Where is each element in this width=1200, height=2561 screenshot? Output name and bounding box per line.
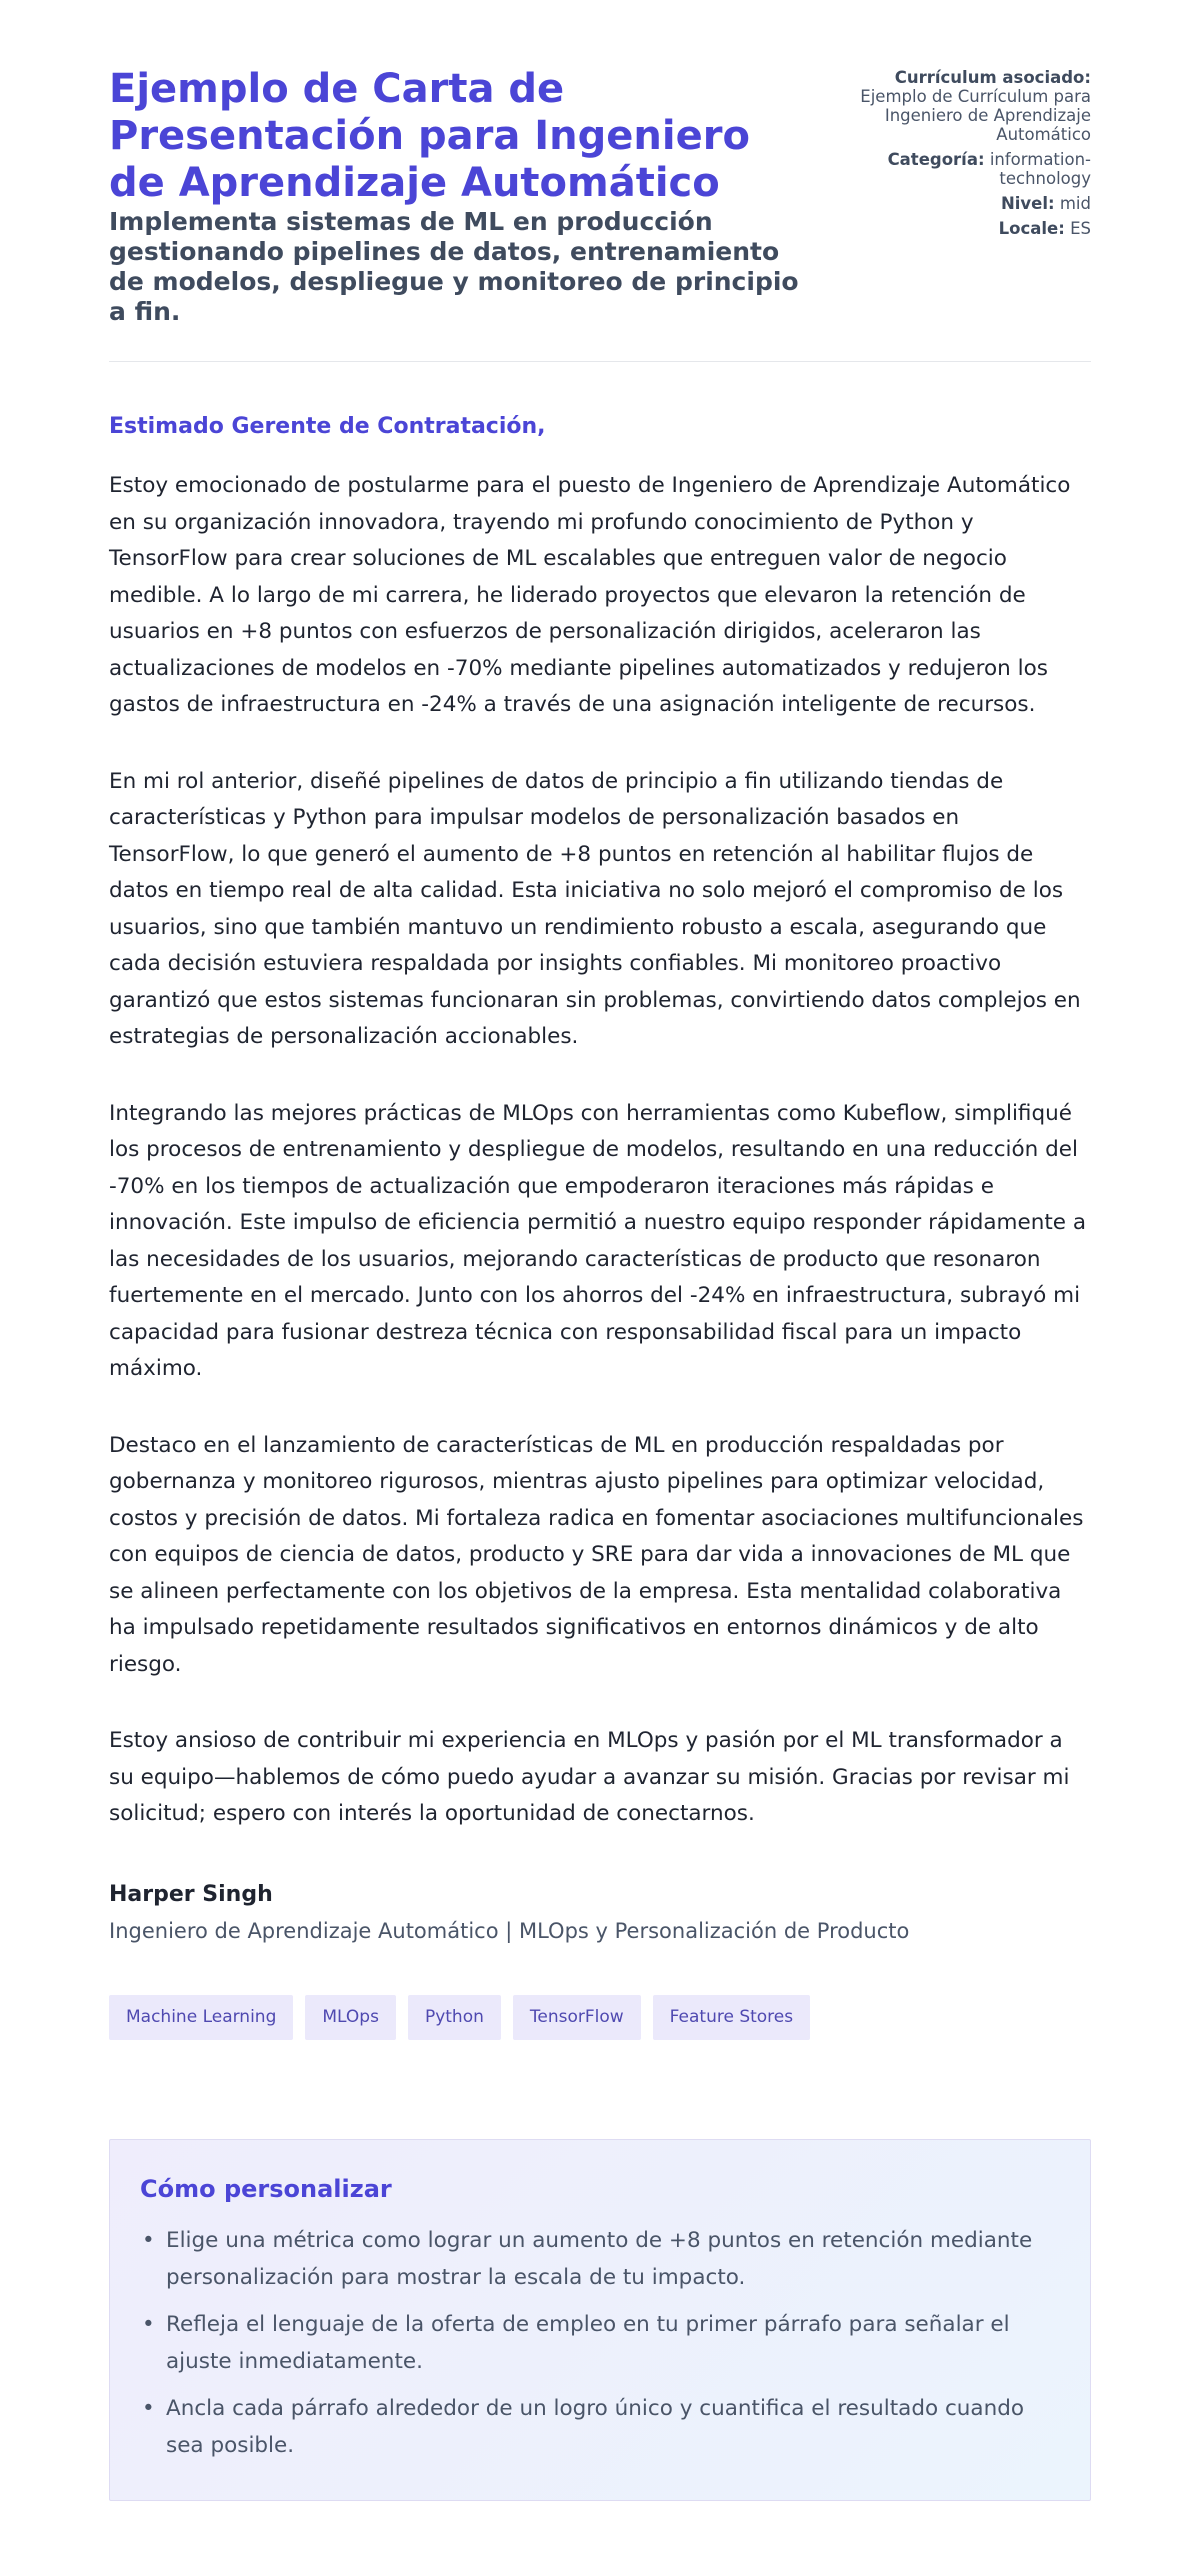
tips-list [140,2222,1060,2464]
bullet-icon: • [142,2395,155,2421]
tip-text: Refleja el lenguaje de la oferta de empleo en tu primer párrafo para señalar el ajuste inmediatamente. [166,2311,1010,2374]
meta-locale [821,219,1091,238]
letter-paragraph: En mi rol anterior, diseñé pipelines de datos de principio a fin utilizando tiendas de características y Python para impulsar modelos de personalización basados en TensorFlow, lo que generó el aumento de +8 puntos en retención al habilitar flujos de datos en tiempo real de alta calidad. Esta iniciativa no solo mejoró el compromiso de los usuarios, sino que también mantuvo un rendimiento robusto a escala, asegurando que cada decisión estuviera respaldada por insights confiables. Mi monitoreo proactivo garantizó que estos sistemas funcionaran sin problemas, convirtiendo datos complejos en estrategias de personalización accionables. [109,768,1081,1049]
tip-item [140,2306,1060,2380]
skill-tag: Python [408,1995,501,2040]
skill-tag: Machine Learning [109,1995,293,2040]
meta-level [821,194,1091,213]
skill-tags [109,1995,1091,2040]
meta-category [821,150,1091,188]
page-header [109,66,1091,362]
meta-category-label: Categoría: [887,150,985,169]
meta-level-label: Nivel: [1000,194,1055,213]
tips-title: Cómo personalizar [140,2174,392,2203]
meta-category-value: information-technology [989,150,1091,188]
letter-greeting: Estimado Gerente de Contratación, [109,414,546,439]
tip-item [140,2222,1060,2296]
metadata-panel [821,68,1091,244]
tip-item [140,2390,1060,2464]
tip-text: Elige una métrica como lograr un aumento de +8 puntos en retención mediante personalización para mostrar la escala de tu impacto. [166,2227,1033,2290]
letter-paragraph: Estoy emocionado de postularme para el puesto de Ingeniero de Aprendizaje Automático en su organización innovadora, trayendo mi profundo conocimiento de Python y TensorFlow para crear soluciones de ML escalables que entreguen valor de negocio medible. A lo largo de mi carrera, he liderado proyectos que elevaron la retención de usuarios en +8 puntos con esfuerzos de personalización dirigidos, aceleraron las actualizaciones de modelos en -70% mediante pipelines automatizados y redujeron los gastos de infraestructura en -24% a través de una asignación inteligente de recursos. [109,473,1071,717]
meta-locale-label: Locale: [998,219,1065,238]
signature-block [109,1881,1091,1945]
skill-tag: MLOps [305,1995,396,2040]
letter-paragraph: Estoy ansioso de contribuir mi experiencia en MLOps y pasión por el ML transformador a su equipo—hablemos de cómo puedo ayudar a avanzar su misión. Gracias por revisar mi solicitud; espero con interés la oportunidad de conectarnos. [109,1728,1070,1826]
meta-associated-resume [821,68,1091,144]
bullet-icon: • [142,2311,155,2337]
page-subtitle: Implementa sistemas de ML en producción gestionando pipelines de datos, entrenamiento de modelos, despliegue y monitoreo de principio a fin. [109,207,799,326]
header-titles [109,66,809,327]
meta-level-value: mid [1059,194,1091,213]
tip-text: Ancla cada párrafo alrededor de un logro único y cuantifica el resultado cuando sea posible. [166,2395,1025,2458]
meta-resume-label: Currículum asociado: [894,68,1091,87]
letter-section [109,412,1091,1833]
letter-paragraph: Integrando las mejores prácticas de MLOps con herramientas como Kubeflow, simplifiqué los procesos de entrenamiento y despliegue de modelos, resultando en una reducción del -70% en los tiempos de actualización que empoderaron iteraciones más rápidas e innovación. Este impulso de eficiencia permitió a nuestro equipo responder rápidamente a las necesidades de los usuarios, mejorando características de producto que resonaron fuertemente en el mercado. Junto con los ahorros del -24% en infraestructura, subrayó mi capacidad para fusionar destreza técnica con responsabilidad fiscal para un impacto máximo. [109,1100,1087,1381]
signature-role: Ingeniero de Aprendizaje Automático | MLOps y Personalización de Producto [109,1918,910,1943]
customization-tips-box [109,2139,1091,2501]
skill-tag: Feature Stores [653,1995,810,2040]
meta-resume-value: Ejemplo de Currículum para Ingeniero de Aprendizaje Automático [860,87,1091,144]
letter-paragraph: Destaco en el lanzamiento de características de ML en producción respaldadas por gobernanza y monitoreo rigurosos, mientras ajusto pipelines para optimizar velocidad, costos y precisión de datos. Mi fortaleza radica en fomentar asociaciones multifuncionales con equipos de ciencia de datos, producto y SRE para dar vida a innovaciones de ML que se alineen perfectamente con los objetivos de la empresa. Esta mentalidad colaborativa ha impulsado repetidamente resultados significativos en entornos dinámicos y de alto riesgo. [109,1432,1084,1677]
page-title: Ejemplo de Carta de Presentación para Ingeniero de Aprendizaje Automático [109,66,750,206]
meta-locale-value: ES [1070,219,1091,238]
signature-name: Harper Singh [109,1881,273,1907]
bullet-icon: • [142,2227,155,2253]
letter-body [109,468,1091,1833]
skill-tag: TensorFlow [513,1995,641,2040]
